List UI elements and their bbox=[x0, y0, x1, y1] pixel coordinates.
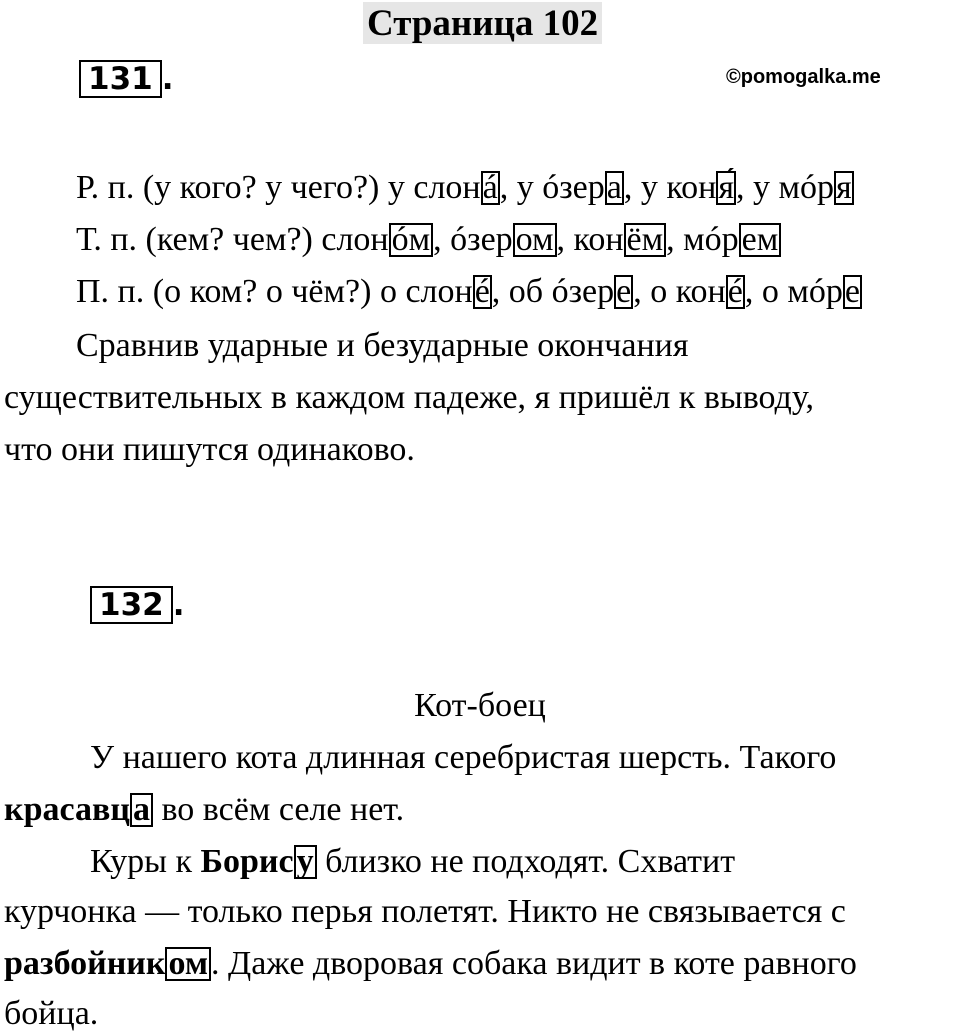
ending-box: я bbox=[836, 169, 852, 206]
ending-box: а bbox=[606, 169, 622, 206]
ending-box: ом bbox=[165, 947, 211, 981]
text-line-2: красавца во всём селе нет. bbox=[4, 791, 405, 828]
ending-box: е bbox=[616, 273, 632, 310]
row-instrumental: Т. п. (кем? чем?) слонóм, óзером, конём, мóрем bbox=[76, 220, 781, 260]
text-line-4: курчонка — только перья полетят. Никто не связывается с bbox=[4, 893, 846, 930]
row-genitive: Р. п. (у кого? у чего?) у слонá, у óзера, у коня́, у мóря bbox=[76, 169, 852, 206]
row-prepositional: П. п. (о ком? о чём?) о слонé, об óзере, о конé, о мóре bbox=[76, 273, 860, 310]
exercise-number-131: 131 . bbox=[79, 60, 174, 98]
ending-box: ем bbox=[739, 223, 782, 257]
conclusion-line-2: существительных в каждом падеже, я пришёл к выводу, bbox=[4, 379, 814, 416]
ending-box: óм bbox=[389, 223, 434, 257]
text-line-6: бойца. bbox=[4, 995, 99, 1032]
ending-box: á bbox=[482, 169, 498, 206]
ending-box: é bbox=[474, 273, 490, 310]
exercise-number-132: 132 . bbox=[90, 586, 185, 624]
watermark: ©pomogalka.me bbox=[726, 66, 881, 88]
conclusion-line-1: Сравнив ударные и безударные окончания bbox=[76, 327, 689, 364]
ending-box: ём bbox=[624, 223, 667, 257]
ending-box: я́ bbox=[718, 169, 734, 206]
text-title: Кот-боец bbox=[414, 687, 546, 724]
ending-box: е bbox=[844, 273, 860, 310]
ending-box: é bbox=[727, 273, 743, 310]
ending-box: ом bbox=[513, 223, 557, 257]
conclusion-line-3: что они пишутся одинаково. bbox=[4, 431, 415, 468]
page-title: Страница 102 bbox=[363, 2, 602, 44]
text-line-1: У нашего кота длинная серебристая шерсть. Такого bbox=[90, 739, 837, 776]
text-line-5: разбойником. Даже дворовая собака видит в коте равного bbox=[4, 945, 857, 982]
ending-box: а bbox=[130, 793, 153, 827]
text-line-3: Куры к Борису близко не подходят. Схватит bbox=[90, 843, 736, 880]
ending-box: у bbox=[294, 845, 317, 879]
